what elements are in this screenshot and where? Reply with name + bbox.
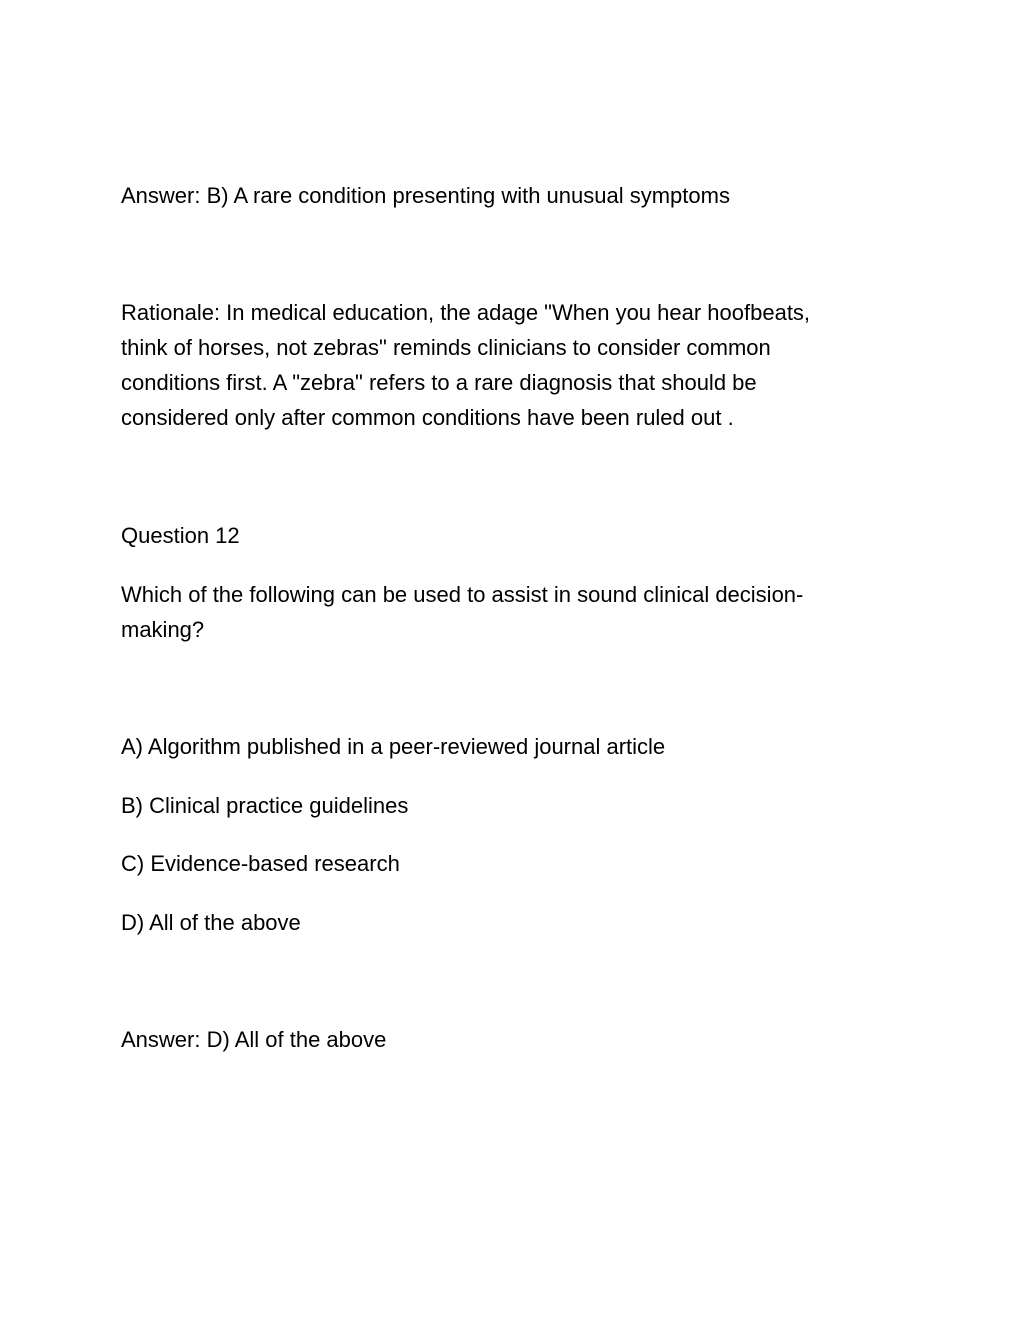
previous-answer: Answer: B) A rare condition presenting with unusual symptoms xyxy=(121,183,730,208)
rationale-line: Rationale: In medical education, the adage "When you hear hoofbeats, xyxy=(121,300,811,325)
question-answer: Answer: D) All of the above xyxy=(121,1027,387,1052)
option-a: A) Algorithm published in a peer-reviewed journal article xyxy=(121,734,666,759)
question-prompt-line: Which of the following can be used to assist in sound clinical decision- xyxy=(121,582,804,607)
rationale-paragraph xyxy=(121,295,911,435)
option-d: D) All of the above xyxy=(121,910,301,935)
question-prompt xyxy=(121,577,911,647)
question-prompt-line: making? xyxy=(121,617,205,642)
rationale-line: conditions first. A "zebra" refers to a rare diagnosis that should be xyxy=(121,370,757,395)
rationale-line: think of horses, not zebras" reminds clinicians to consider common xyxy=(121,335,771,360)
option-c: C) Evidence-based research xyxy=(121,851,400,876)
question-heading: Question 12 xyxy=(121,523,240,548)
option-b: B) Clinical practice guidelines xyxy=(121,793,409,818)
rationale-line: considered only after common conditions have been ruled out . xyxy=(121,405,734,430)
